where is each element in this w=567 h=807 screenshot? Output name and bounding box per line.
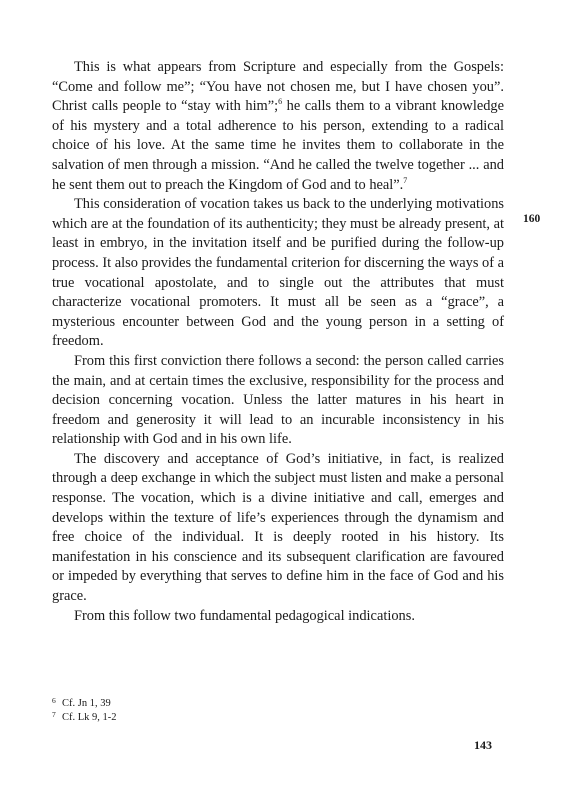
- footnote-text: Cf. Lk 9, 1-2: [62, 712, 117, 723]
- margin-paragraph-number: 160: [523, 213, 541, 225]
- footnote-text: Cf. Jn 1, 39: [62, 698, 111, 709]
- paragraph-1-part-b: he calls them to a vibrant knowledge of his mystery and a total adherence to his person, extending to a radical choice of his love. At the same time he invites them to collaborate in the salvation of men through a mission. “And he called the twelve together ... and he sent them out to preach the Kingdom of God and to heal”.: [52, 98, 504, 193]
- paragraph-2: This consideration of vocation takes us back to the underlying motivations which are at the foundation of its authenticity; they must be already present, at least in embryo, in the invitation itself and be purified during the follow-up process. It also provides the fundamental criterion for discerning the ways of a true vocational apostolate, and to single out the attributes that must characterize vocational promoters. It must all be seen as a “grace”, a mysterious encounter between God and the young person in a setting of freedom.: [52, 196, 504, 350]
- footnotes: [52, 697, 504, 725]
- footnote-6: 6 Cf. Jn 1, 39: [52, 696, 111, 709]
- footnote-ref-7: 7: [403, 175, 408, 185]
- footnote-7: 7 Cf. Lk 9, 1-2: [52, 710, 117, 723]
- paragraph-1: [52, 58, 504, 195]
- paragraph-4: The discovery and acceptance of God’s initiative, in fact, is realized through a deep exchange in which the subject must listen and make a personal response. The vocation, which is a divine initiative and call, emerges and develops within the texture of life’s experiences through the dynamism and free choice of the individual. It is deeply rooted in his history. Its manifestation in his conscience and its subsequent clarification are favoured or impeded by everything that serves to define him in the face of God and his grace.: [52, 450, 504, 605]
- page-number: 143: [474, 738, 492, 752]
- paragraph-1-part-a: This is what appears from Scripture and especially from the Gospels: “Come and follow me”; “You have not chosen me, but I have chosen you”. Christ calls people to “stay with him”;: [52, 59, 504, 115]
- body-text: [52, 58, 504, 626]
- paragraph-3: From this first conviction there follows a second: the person called carries the main, and at certain times the exclusive, responsibility for the process and decision concerning vocation. Unless the latter matures in his heart in freedom and generosity it will lead to an incurable inconsistency in his relationship with God and in his own life.: [52, 352, 504, 448]
- paragraph-5: From this follow two fundamental pedagogical indications.: [74, 607, 415, 624]
- footnote-ref-6: 6: [278, 97, 283, 107]
